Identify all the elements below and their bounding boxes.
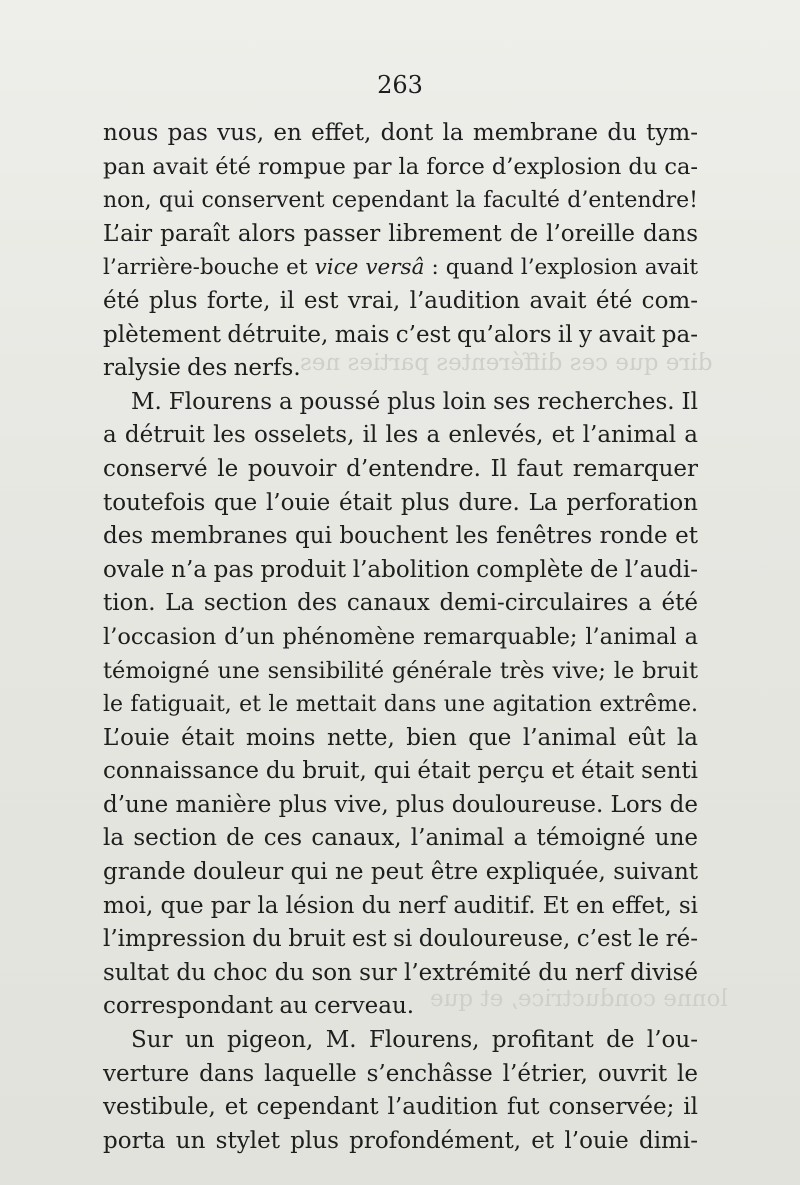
text-line: porta un stylet plus profondément, et l’ouie dimi- [103,1127,698,1154]
text-line: l’arrière-bouche et vice versâ : quand l’explosion avait [103,255,698,281]
text-line: sultat du choc du son sur l’extrémité du nerf divisé [103,959,698,986]
text-line: pan avait été rompue par la force d’explosion du ca- [103,153,698,180]
text-line: le fatiguait, et le mettait dans une agitation extrême. [103,692,698,718]
text-line: été plus forte, il est vrai, l’audition avait été com- [103,287,698,314]
bleed-through-text: lonne conductrice, et que [430,986,728,1012]
text-line: témoigné une sensibilité générale très vive; le bruit [103,657,698,684]
text-line: moi, que par la lésion du nerf auditif. Et en effet, si [103,892,698,919]
text-line: M. Flourens a poussé plus loin ses recherches. Il [131,388,698,415]
text-line: plètement détruite, mais c’est qu’alors il y avait pa- [103,321,698,348]
text-line: vestibule, et cependant l’audition fut conservée; il [103,1094,698,1121]
text-line: tion. La section des canaux demi-circulaires a été [103,590,698,617]
italic-phrase: vice versâ [314,255,425,281]
body-text [103,117,698,1158]
text-line: non, qui conservent cependant la faculté d’entendre! [103,188,698,214]
text-line: l’impression du bruit est si douloureuse, c’est le ré- [103,926,698,953]
text-line: L’ouie était moins nette, bien que l’animal eût la [103,724,698,751]
text-line: toutefois que l’ouie était plus dure. La perforation [103,489,698,516]
text-line: nous pas vus, en effet, dont la membrane du tym- [103,120,698,146]
text-line: connaissance du bruit, qui était perçu et était senti [103,758,698,785]
text-line: Sur un pigeon, M. Flourens, profitant de l’ou- [131,1027,698,1054]
text-line: conservé le pouvoir d’entendre. Il faut remarquer [103,455,698,482]
text-line: a détruit les osselets, il les a enlevés, et l’animal a [103,422,698,449]
text-line: ralysie des nerfs. [103,355,301,382]
text-line: la section de ces canaux, l’animal a témoigné une [103,825,698,852]
text-line: grande douleur qui ne peut être expliquée, suivant [103,859,698,886]
text-line: des membranes qui bouchent les fenêtres ronde et [103,523,698,550]
text-line: d’une manière plus vive, plus douloureuse. Lors de [103,791,698,818]
text-line: ovale n’a pas produit l’abolition complète de l’audi- [103,556,698,583]
bleed-through-text: dire que ces différentes parties nes [300,350,713,376]
text-line: correspondant au cerveau. [103,993,415,1020]
page-number: 263 [377,71,423,99]
text-line: verture dans laquelle s’enchâsse l’étrier, ouvrit le [103,1060,698,1087]
text-line: L’air paraît alors passer librement de l’oreille dans [103,220,698,247]
text-line: l’occasion d’un phénomène remarquable; l’animal a [103,623,698,650]
